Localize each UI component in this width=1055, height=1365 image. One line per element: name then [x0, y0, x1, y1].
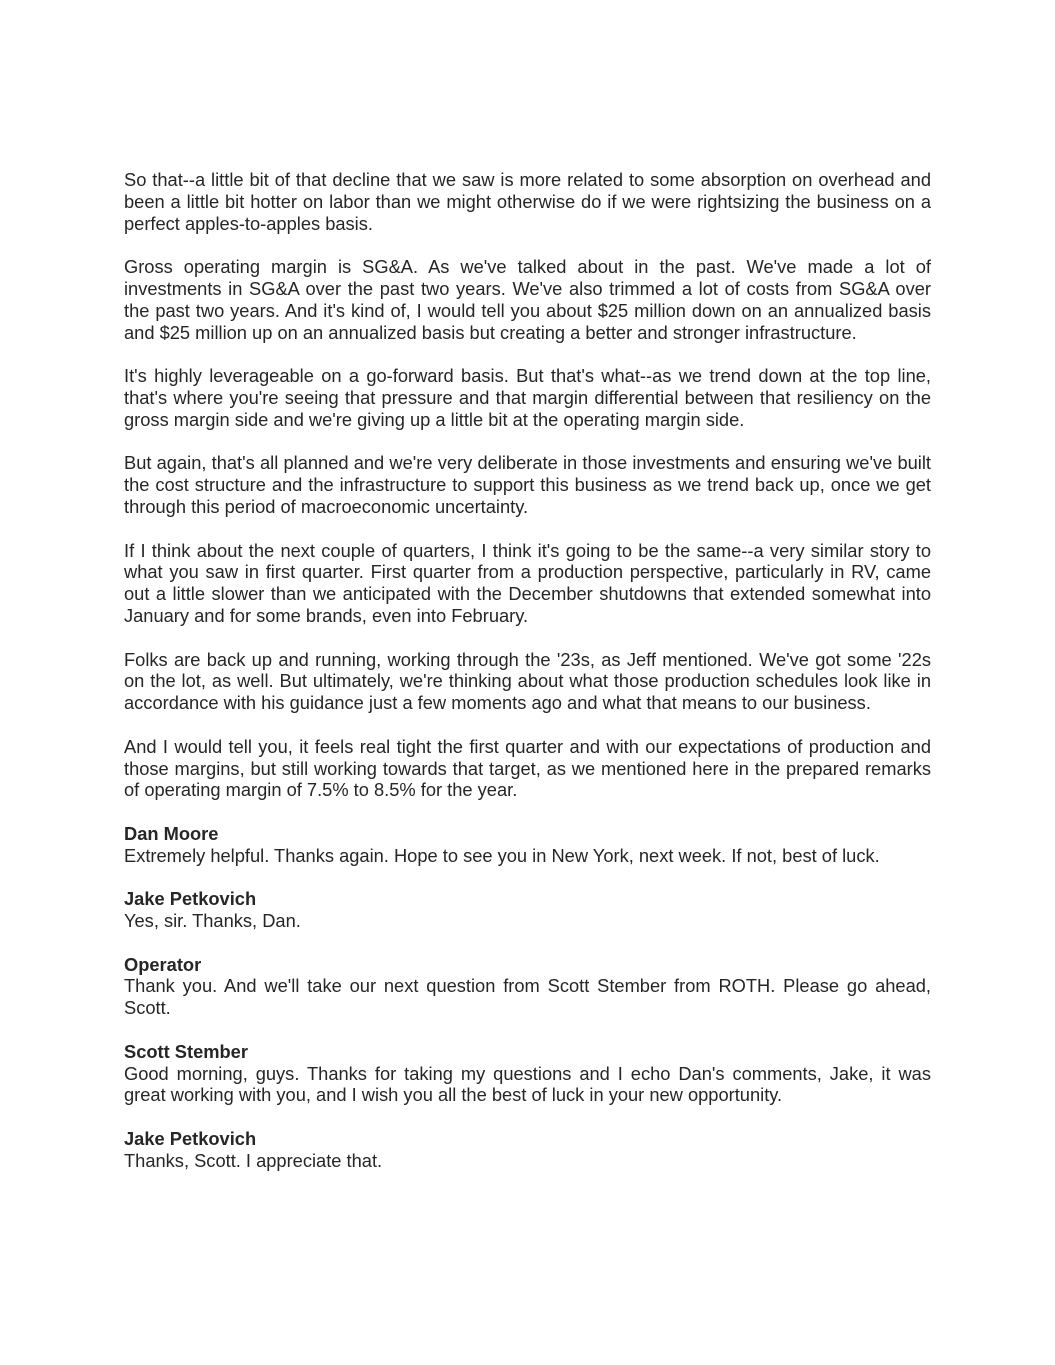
transcript-paragraph: So that--a little bit of that decline that we saw is more related to some absorption on overhead and been a little bit hotter on labor than we might otherwise do if we were rightsizing the business on a perfect apples-to-apples basis.: [124, 169, 931, 234]
speaker-block-scott-stember: [124, 1041, 931, 1106]
speaker-text: Thanks, Scott. I appreciate that.: [124, 1149, 383, 1171]
speaker-text: Extremely helpful. Thanks again. Hope to see you in New York, next week. If not, best of luck.: [124, 844, 880, 866]
speaker-block-dan-moore: [124, 823, 931, 867]
speaker-name: Jake Petkovich: [124, 1128, 257, 1150]
transcript-paragraph: If I think about the next couple of quarters, I think it's going to be the same--a very similar story to what you saw in first quarter. First quarter from a production perspective, particularly in RV, came out a little slower than we anticipated with the December shutdowns that extended somewhat into January and for some brands, even into February.: [124, 539, 931, 626]
transcript-paragraph: It's highly leverageable on a go-forward basis. But that's what--as we trend down at the top line, that's where you're seeing that pressure and that margin differential between that resiliency on the gross margin side and we're giving up a little bit at the operating margin side.: [124, 365, 931, 430]
speaker-name: Scott Stember: [124, 1040, 248, 1062]
speaker-block-operator: [124, 954, 931, 1019]
speaker-text: Yes, sir. Thanks, Dan.: [124, 910, 301, 932]
speaker-text: Good morning, guys. Thanks for taking my questions and I echo Dan's comments, Jake, it was great working with you, and I wish you all the best of luck in your new opportunity.: [124, 1062, 931, 1106]
speaker-block-jake-petkovich: [124, 888, 931, 932]
speaker-name: Operator: [124, 953, 202, 975]
transcript-page: [124, 169, 931, 1193]
speaker-name: Dan Moore: [124, 822, 219, 844]
transcript-paragraph: Gross operating margin is SG&A. As we've talked about in the past. We've made a lot of investments in SG&A over the past two years. We've also trimmed a lot of costs from SG&A over the past two years. And it's kind of, I would tell you about $25 million down on an annualized basis and $25 million up on an annualized basis but creating a better and stronger infrastructure.: [124, 256, 931, 343]
transcript-paragraph: But again, that's all planned and we're very deliberate in those investments and ensuring we've built the cost structure and the infrastructure to support this business as we trend back up, once we get through this period of macroeconomic uncertainty.: [124, 452, 931, 517]
speaker-name: Jake Petkovich: [124, 888, 257, 910]
speaker-block-jake-petkovich-2: [124, 1128, 931, 1172]
transcript-paragraph: And I would tell you, it feels real tight the first quarter and with our expectations of production and those margins, but still working towards that target, as we mentioned here in the prepared remarks of operating margin of 7.5% to 8.5% for the year.: [124, 735, 931, 801]
transcript-paragraph: Folks are back up and running, working through the '23s, as Jeff mentioned. We've got some '22s on the lot, as well. But ultimately, we're thinking about what those production schedules look like in accordance with his guidance just a few moments ago and what that means to our business.: [124, 648, 931, 714]
speaker-text: Thank you. And we'll take our next question from Scott Stember from ROTH. Please go ahead, Scott.: [124, 975, 931, 1019]
